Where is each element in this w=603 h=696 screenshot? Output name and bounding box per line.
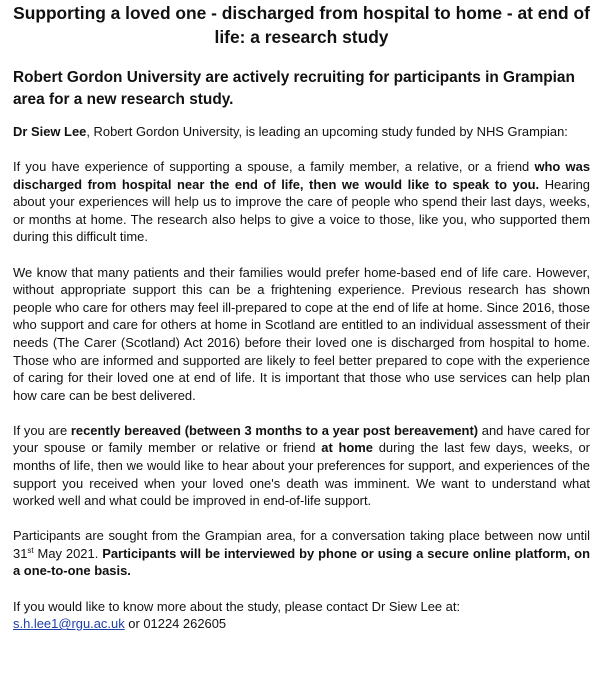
researcher-name: Dr Siew Lee bbox=[13, 124, 87, 139]
bereaved-text-1: If you are bbox=[13, 422, 71, 438]
bereaved-text-3: during the last few days, weeks, or months of life, then we would like to hear about your preferences for support, and experiences of the support you received when your loved one's death was imminent. We want to understand what worked well and what could be improved in end-of-life support. bbox=[13, 440, 590, 509]
bereaved-paragraph bbox=[13, 422, 590, 510]
intro-paragraph bbox=[13, 123, 590, 141]
participants-text-2: May 2021. bbox=[33, 545, 103, 561]
experience-bold: who was discharged from hospital near the end of life, then we would like to speak to you. bbox=[13, 159, 591, 192]
bereaved-bold-1: recently bereaved (between 3 months to a year post bereavement) bbox=[70, 422, 479, 438]
phone-number: or 01224 262605 bbox=[124, 616, 227, 632]
experience-paragraph bbox=[13, 158, 590, 246]
contact-text: If you would like to know more about the study, please contact Dr Siew Lee at: bbox=[13, 598, 461, 614]
experience-text-1: If you have experience of supporting a spouse, a family member, a relative, or a friend bbox=[13, 159, 535, 175]
email-link[interactable]: s.h.lee1@rgu.ac.uk bbox=[13, 616, 125, 632]
bereaved-text-2: and have cared for your spouse or family member or relative or friend bbox=[13, 422, 590, 456]
page-title: Supporting a loved one - discharged from hospital to home - at end of life: a research study bbox=[13, 3, 590, 47]
participants-paragraph bbox=[13, 527, 590, 580]
page-subtitle: Robert Gordon University are actively recruiting for participants in Grampian area for a new research study. bbox=[13, 69, 575, 108]
experience-text-2: Hearing about your experiences will help us to improve the care of people who spend their last days, weeks, or months at home. The research also helps to give a voice to those, like you, who supported them during this difficult time. bbox=[13, 176, 591, 245]
bereaved-bold-2: at home bbox=[321, 440, 373, 456]
contact-paragraph bbox=[13, 598, 590, 633]
background-paragraph: We know that many patients and their families would prefer home-based end of life care. However, without appropriate support this can be a frightening experience. Previous research has shown people who care for others may feel ill-prepared to cope at the end of life at home. Since 2016, those who support and care for others at home in Scotland are entitled to an individual assessment of their needs (The Carer (Scotland) Act 2016) before their loved one is discharged from hospital to home. Those who are informed and supported are likely to feel better prepared to cope with the experience of caring for their loved one at end of life. It is important that those who use services can help plan how care can be best delivered. bbox=[13, 264, 590, 403]
date-ordinal: st bbox=[27, 545, 34, 555]
intro-text: , Robert Gordon University, is leading an upcoming study funded by NHS Grampian: bbox=[86, 124, 568, 139]
participants-bold: Participants will be interviewed by phone or using a secure online platform, on a one-to-one basis. bbox=[13, 545, 590, 579]
participants-text-1: Participants are sought from the Grampian area, for a conversation taking place between now until 31 bbox=[13, 528, 590, 561]
